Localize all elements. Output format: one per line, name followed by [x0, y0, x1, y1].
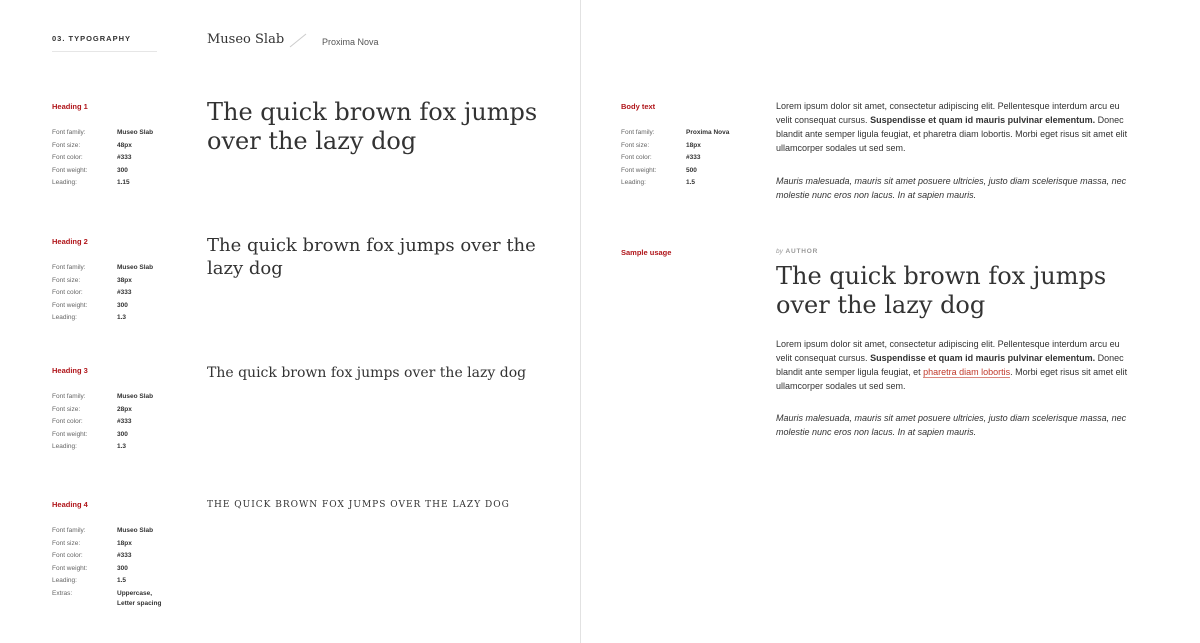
spec-key: Font color: [52, 154, 83, 162]
author-byline [776, 248, 818, 255]
spec-value [117, 589, 161, 609]
spec-key: Font color: [621, 154, 652, 162]
sample-heading: The quick brown fox jumps over the lazy dog [776, 262, 1107, 319]
spec-value: #333 [117, 154, 132, 162]
spec-key: Leading: [52, 179, 77, 187]
sample-p1-part3: Donec blandit ante semper ligula feugiat, et [776, 353, 1124, 377]
spec-value: #333 [117, 552, 132, 560]
spec-value: 1.15 [117, 179, 130, 187]
byline-by: by [776, 248, 783, 255]
heading-1-specs [52, 128, 153, 191]
page-divider [580, 0, 581, 643]
spec-value: 1.3 [117, 443, 127, 451]
body-text-p1-part3: Donec blandit ante semper ligula feugiat, et pharetra diam lobortis. Morbi eget risus sit amet elit ullamcorper sodales ut sed sem. [776, 115, 1128, 153]
spec-value: 18px [117, 539, 132, 547]
spec-key: Font size: [52, 141, 81, 149]
heading-2-title: Heading 2 [52, 237, 88, 246]
sample-p1-part1: Lorem ipsum dolor sit amet, consectetur adipiscing elit. Pellentesque interdum arcu eu velit consequat cursus. [776, 339, 1120, 363]
sample-paragraph [776, 337, 1138, 393]
primary-font-name: Museo Slab [207, 32, 285, 47]
byline-author: AUTHOR [785, 248, 819, 255]
heading-3-sample: The quick brown fox jumps over the lazy dog [207, 365, 527, 381]
section-rule [52, 51, 157, 52]
spec-key: Font color: [52, 289, 83, 297]
spec-value: 500 [686, 166, 697, 174]
spec-key: Font weight: [52, 301, 88, 309]
section-label: 03. TYPOGRAPHY [52, 34, 132, 43]
heading-4-sample: THE QUICK BROWN FOX JUMPS OVER THE LAZY DOG [207, 500, 510, 510]
spec-value: Museo Slab [117, 527, 154, 534]
sample-p1-bold: Suspendisse et quam id mauris pulvinar elementum. [870, 353, 1096, 363]
spec-value: #333 [117, 418, 132, 426]
spec-key: Font family: [52, 264, 86, 271]
sample-link[interactable]: pharetra diam lobortis [923, 367, 1011, 377]
spec-value: 1.3 [117, 314, 127, 322]
body-text-p1-part1: Lorem ipsum dolor sit amet, consectetur adipiscing elit. Pellentesque interdum arcu eu velit consequat cursus. [776, 101, 1120, 125]
body-text-paragraph [776, 99, 1138, 155]
spec-value: 38px [117, 276, 132, 284]
heading-3-title: Heading 3 [52, 366, 88, 375]
spec-key: Font family: [52, 527, 86, 534]
extras-line-1: Uppercase, [117, 589, 153, 597]
spec-key: Font family: [52, 129, 86, 136]
heading-2-sample: The quick brown fox jumps over the lazy dog [207, 235, 536, 279]
body-text-p1-bold: Suspendisse et quam id mauris pulvinar elementum. [870, 115, 1096, 125]
spec-key: Font weight: [621, 166, 657, 174]
spec-value: 18px [686, 141, 701, 149]
heading-2-specs [52, 263, 153, 326]
spec-key: Font weight: [52, 430, 88, 438]
spec-value: 300 [117, 166, 128, 174]
heading-4-title: Heading 4 [52, 500, 88, 509]
heading-1-title: Heading 1 [52, 102, 88, 111]
spec-key: Font weight: [52, 564, 88, 572]
spec-value: 48px [117, 141, 132, 149]
spec-key: Leading: [52, 314, 77, 322]
body-text-title: Body text [621, 102, 656, 111]
spec-value: 300 [117, 564, 128, 572]
spec-value: 1.5 [686, 179, 696, 187]
spec-key: Font size: [52, 539, 81, 547]
sample-italic-paragraph: Mauris malesuada, mauris sit amet posuere ultricies, justo diam scelerisque massa, nec molestie nunc eros non lacus. In at sapien mauris. [776, 413, 1127, 437]
spec-value: Museo Slab [117, 264, 154, 271]
spec-value: 28px [117, 405, 132, 413]
spec-key: Leading: [52, 443, 77, 451]
spec-key: Font weight: [52, 166, 88, 174]
spec-value: #333 [686, 154, 701, 162]
spec-value: Museo Slab [117, 393, 154, 400]
spec-key: Font size: [52, 276, 81, 284]
spec-key: Font size: [52, 405, 81, 413]
spec-value: #333 [117, 289, 132, 297]
heading-1-sample: The quick brown fox jumps over the lazy dog [207, 98, 538, 155]
spec-key: Font color: [52, 552, 83, 560]
heading-3-specs [52, 392, 153, 455]
spec-key: Extras: [52, 589, 73, 597]
extras-line-2: Letter spacing [117, 599, 162, 607]
spec-value: Proxima Nova [686, 129, 730, 136]
spec-value: 300 [117, 301, 128, 309]
spec-key: Font family: [621, 129, 655, 136]
slash-divider [288, 33, 308, 48]
sample-p1-part4: . Morbi eget risus sit amet elit ullamcorper sodales ut sed sem. [776, 367, 1128, 391]
spec-key: Font size: [621, 141, 650, 149]
spec-key: Font family: [52, 393, 86, 400]
spec-key: Leading: [621, 179, 646, 187]
heading-4-specs [52, 526, 161, 609]
body-text-specs [621, 128, 729, 191]
spec-value: Museo Slab [117, 129, 154, 136]
sample-usage-title: Sample usage [621, 248, 672, 257]
spec-value: 300 [117, 430, 128, 438]
spec-value: 1.5 [117, 577, 127, 585]
spec-key: Leading: [52, 577, 77, 585]
secondary-font-name: Proxima Nova [322, 37, 379, 47]
body-text-italic-paragraph: Mauris malesuada, mauris sit amet posuere ultricies, justo diam scelerisque massa, nec molestie nunc eros non lacus. In at sapien mauris. [776, 176, 1127, 200]
spec-key: Font color: [52, 418, 83, 426]
